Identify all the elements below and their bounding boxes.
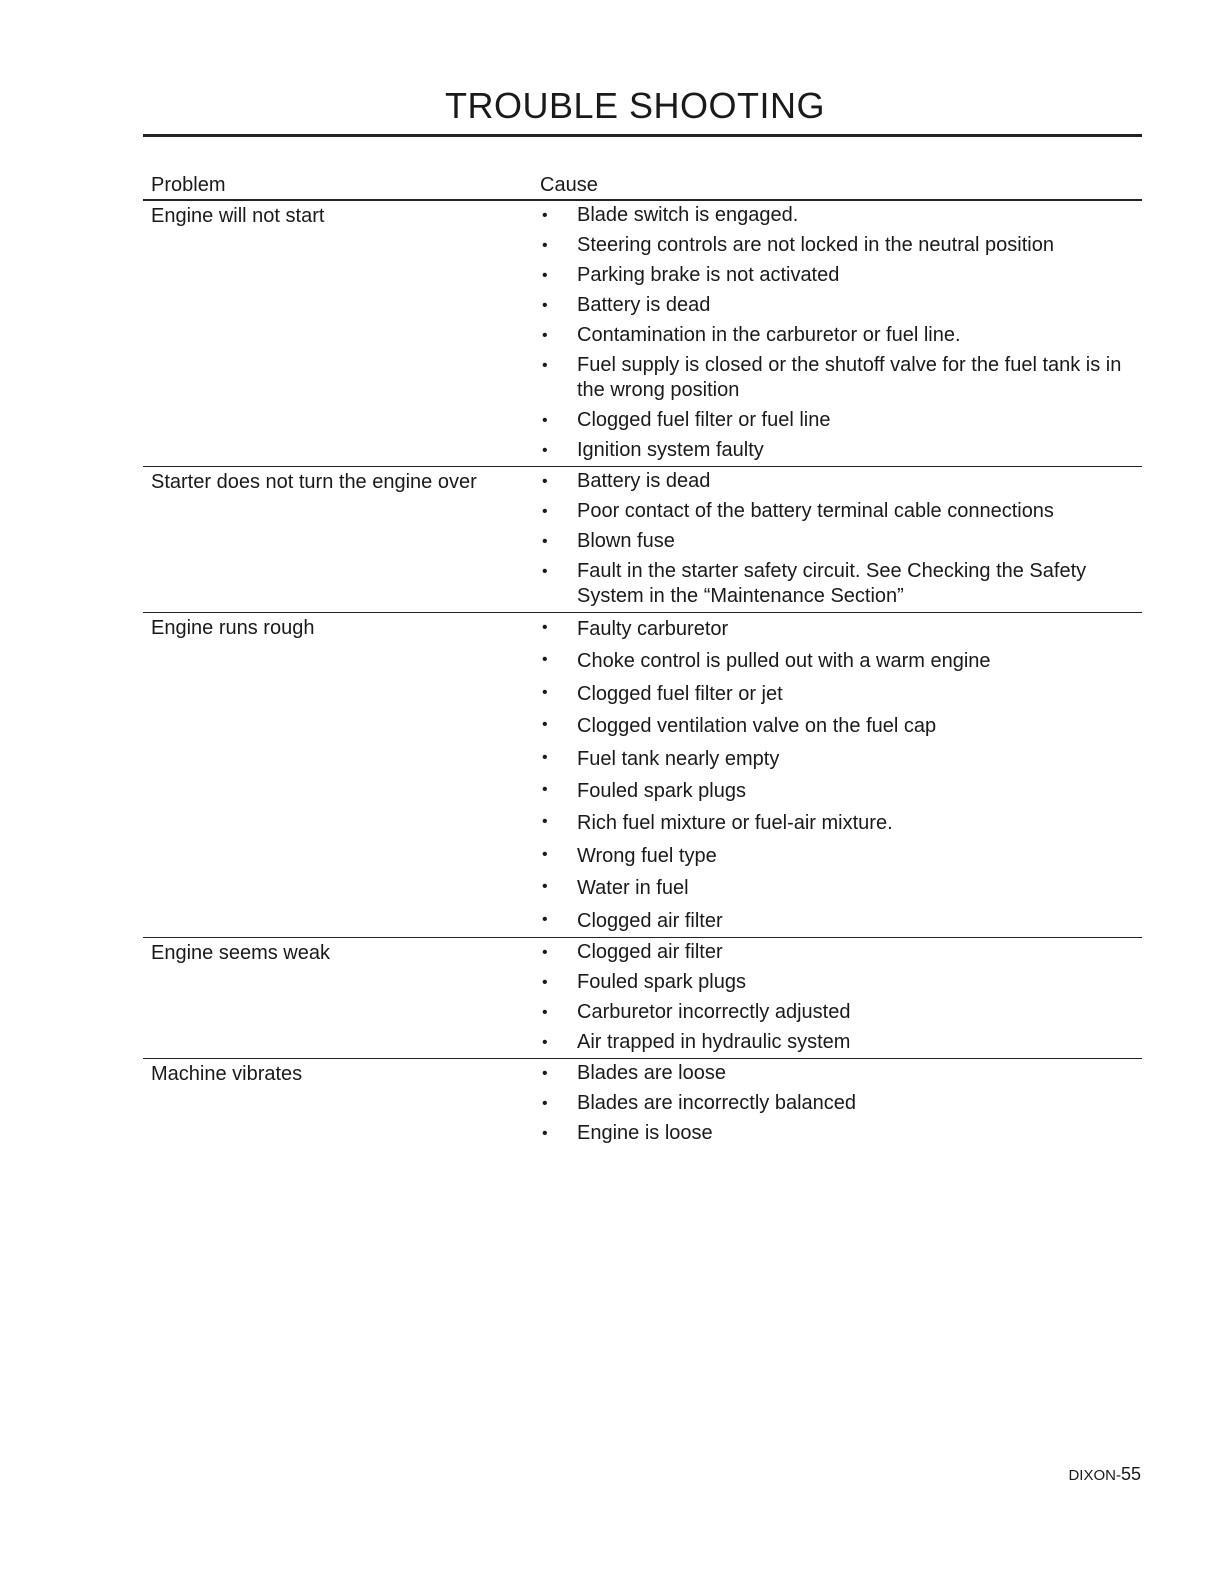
problem-group: [143, 201, 1142, 467]
cause-text: Clogged air filter: [577, 940, 723, 963]
table-body: [143, 201, 1142, 1149]
cause-list-cell: [540, 938, 1142, 1058]
bullet-icon: •: [542, 473, 548, 490]
bullet-icon: •: [542, 683, 548, 701]
bullet-icon: •: [542, 780, 548, 798]
cause-item: [540, 231, 1142, 261]
cause-item: [540, 1119, 1142, 1149]
cause-item: [540, 775, 1142, 807]
cause-text: Carburetor incorrectly adjusted: [577, 1000, 851, 1023]
bullet-icon: •: [542, 973, 548, 991]
cause-item: [540, 1028, 1142, 1058]
bullet-icon: •: [542, 297, 548, 314]
cause-text: Battery is dead: [577, 294, 711, 316]
cause-item: [540, 291, 1142, 321]
cause-item: [540, 406, 1142, 436]
cause-text: Ignition system faulty: [577, 439, 764, 461]
bullet-icon: •: [542, 878, 548, 896]
cause-list: [540, 1059, 1142, 1149]
bullet-icon: •: [542, 237, 548, 254]
cause-list: [540, 938, 1142, 1058]
bullet-icon: •: [542, 1064, 548, 1082]
cause-text: Clogged fuel filter or fuel line: [577, 409, 831, 431]
bullet-icon: •: [542, 442, 548, 459]
cause-text: Fouled spark plugs: [577, 970, 746, 993]
footer-page: 55: [1120, 1464, 1141, 1484]
cause-item: [540, 321, 1142, 351]
cause-text: Rich fuel mixture or fuel-air mixture.: [577, 812, 893, 835]
cause-list: [540, 613, 1142, 937]
problem-group: [143, 613, 1142, 938]
cause-item: [540, 436, 1142, 466]
table-header: [143, 171, 1142, 201]
cause-item: [540, 467, 1142, 497]
cause-text: Clogged ventilation valve on the fuel cap: [577, 715, 937, 738]
cause-list-cell: [540, 613, 1142, 937]
cause-item: [540, 998, 1142, 1028]
cause-item: [540, 807, 1142, 839]
cause-list: [540, 201, 1142, 466]
bullet-icon: •: [542, 716, 548, 734]
cause-text: Fuel supply is closed or the shutoff valve for the fuel tank is in the wrong position: [577, 354, 1122, 401]
cause-item: [540, 710, 1142, 742]
cause-text: Blades are incorrectly balanced: [577, 1091, 857, 1114]
cause-item: [540, 743, 1142, 775]
cause-text: Water in fuel: [577, 877, 689, 900]
cause-text: Choke control is pulled out with a warm engine: [577, 650, 991, 673]
bullet-icon: •: [542, 1003, 548, 1021]
cause-item: [540, 840, 1142, 872]
cause-text: Blown fuse: [577, 530, 675, 552]
cause-text: Blade switch is engaged.: [577, 204, 799, 226]
bullet-icon: •: [542, 207, 548, 224]
bullet-icon: •: [542, 1094, 548, 1112]
bullet-icon: •: [542, 748, 548, 766]
cause-item: [540, 1089, 1142, 1119]
cause-item: [540, 351, 1142, 406]
cause-text: Steering controls are not locked in the neutral position: [577, 234, 1054, 256]
cause-item: [540, 613, 1142, 645]
cause-text: Parking brake is not activated: [577, 264, 840, 286]
problem-group: [143, 467, 1142, 613]
cause-text: Battery is dead: [577, 470, 711, 492]
cause-item: [540, 645, 1142, 677]
cause-text: Air trapped in hydraulic system: [577, 1030, 851, 1053]
title-rule: [143, 134, 1142, 137]
cause-list-cell: [540, 201, 1142, 466]
problem-label: Starter does not turn the engine over: [151, 471, 477, 493]
bullet-icon: •: [542, 943, 548, 961]
cause-item: [540, 905, 1142, 937]
cause-item: [540, 557, 1142, 612]
cause-text: Poor contact of the battery terminal cable connections: [577, 500, 1054, 522]
cause-text: Wrong fuel type: [577, 844, 717, 867]
bullet-icon: •: [542, 1124, 548, 1142]
bullet-icon: •: [542, 533, 548, 550]
cause-column-header: Cause: [540, 174, 598, 196]
bullet-icon: •: [542, 619, 548, 636]
cause-text: Clogged fuel filter or jet: [577, 682, 783, 705]
cause-item: [540, 938, 1142, 968]
problem-column-header: Problem: [151, 174, 226, 196]
cause-list-cell: [540, 1059, 1142, 1149]
cause-item: [540, 497, 1142, 527]
bullet-icon: •: [542, 1033, 548, 1051]
cause-text: Fuel tank nearly empty: [577, 747, 780, 770]
cause-text: Engine is loose: [577, 1121, 713, 1144]
cause-item: [540, 201, 1142, 231]
bullet-icon: •: [542, 910, 548, 928]
cause-item: [540, 968, 1142, 998]
cause-text: Clogged air filter: [577, 909, 723, 932]
cause-item: [540, 527, 1142, 557]
cause-text: Faulty carburetor: [577, 618, 729, 640]
page-number: [1068, 1464, 1141, 1485]
cause-text: Blades are loose: [577, 1061, 726, 1084]
cause-item: [540, 1059, 1142, 1089]
cause-item: [540, 678, 1142, 710]
bullet-icon: •: [542, 357, 548, 374]
troubleshooting-table: [143, 171, 1142, 1149]
bullet-icon: •: [542, 503, 548, 520]
cause-item: [540, 261, 1142, 291]
cause-text: Fault in the starter safety circuit. See Checking the Safety System in the “Maintenance Section”: [577, 560, 1087, 607]
bullet-icon: •: [542, 813, 548, 831]
problem-label: Machine vibrates: [151, 1062, 303, 1085]
bullet-icon: •: [542, 412, 548, 429]
bullet-icon: •: [542, 327, 548, 344]
page-title: TROUBLE SHOOTING: [444, 85, 826, 126]
problem-label: Engine seems weak: [151, 941, 330, 964]
bullet-icon: •: [542, 563, 548, 580]
problem-label: Engine will not start: [151, 205, 325, 227]
cause-list: [540, 467, 1142, 612]
cause-list-cell: [540, 467, 1142, 612]
bullet-icon: •: [542, 651, 548, 669]
problem-group: [143, 938, 1142, 1059]
bullet-icon: •: [542, 845, 548, 863]
cause-text: Fouled spark plugs: [577, 779, 746, 802]
cause-text: Contamination in the carburetor or fuel line.: [577, 324, 961, 346]
bullet-icon: •: [542, 267, 548, 284]
problem-group: [143, 1059, 1142, 1149]
problem-label: Engine runs rough: [151, 617, 315, 639]
cause-item: [540, 872, 1142, 904]
footer-brand: DIXON-: [1068, 1467, 1121, 1484]
